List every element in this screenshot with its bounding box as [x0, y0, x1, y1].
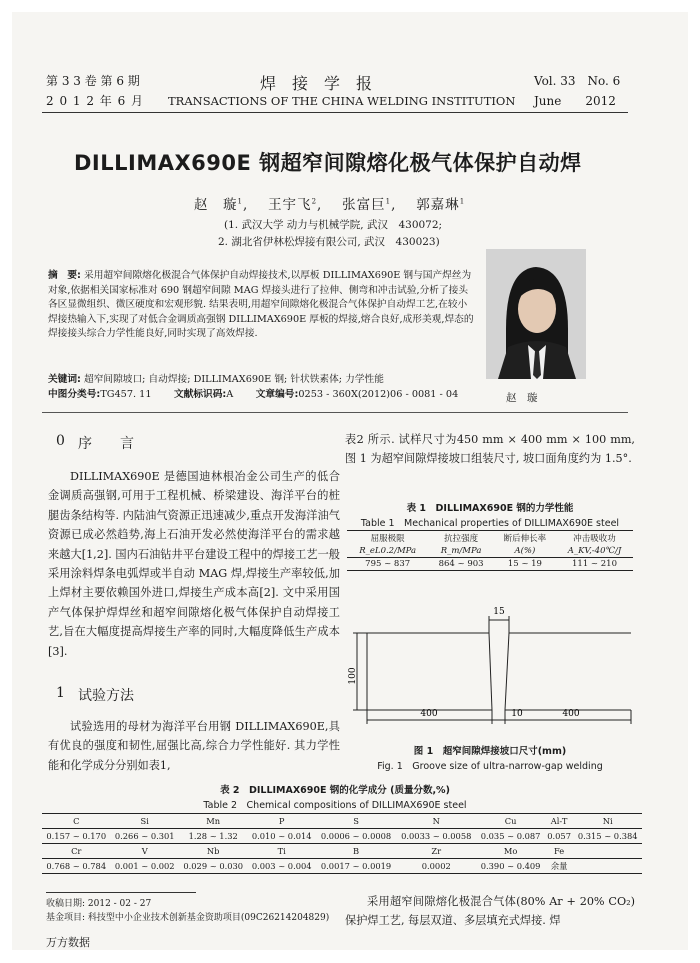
table-1: 屈服极限 抗拉强度 断后伸长率 冲击吸收功 R_eL0.2/MPa R_m/MPa A(%) A_KV,-40℃/J 795 ~ 837 864 ~ 903 15 ~ 19 111 ~ 210 — [347, 530, 633, 571]
affiliation-1: (1. 武汉大学 动力与机械学院, 武汉 430072; — [224, 219, 443, 231]
section-0-paragraph: DILLIMAX690E 是德国迪林根冶金公司生产的低合金调质高强钢,可用于工程机械、桥梁建设、海洋平台的桩腿齿条结构等. 内陆油气资源正迅速减少,重点开发海洋油气资源已成必然趋势,海上石油开发必然使海洋平台的需求越来越大[1,2]. 国内石油钻井平台建设工程中的焊接工艺一般采用涂料焊条电弧焊或半自动 MAG 焊,焊接生产率较低,加上焊材主要依赖国外进口,焊接生产成本高[2]. 文中采用国产气体保护焊焊丝和超窄间隙熔化极气体保护自动焊接工艺,旨在大幅度提高焊接生产率的同时,大幅度降低生产成本[3]. — [48, 470, 340, 658]
classification-line: 中图分类号:TG457. 11 文献标识码:A 文章编号:0253 - 360X(2012)06 - 0081 - 04 — [48, 389, 459, 400]
dim-height-label: 100 — [348, 667, 358, 685]
figure-1-caption-cn: 图 1 超窄间隙焊接坡口尺寸(mm) — [413, 746, 567, 757]
bottom-right-paragraph: 采用超窄间隙熔化极混合气体(80% Ar + 20% CO₂)保护焊工艺, 每层双道、多层填充式焊接. 焊 — [345, 895, 635, 928]
header-rule — [42, 112, 628, 113]
table-2-title-cn: 表 2 DILLIMAX690E 钢的化学成分 (质量分数,%) — [220, 785, 450, 796]
keywords-text: 超窄间隙坡口; 自动焊接; DILLIMAX690E 钢; 针状铁素体; 力学性能 — [84, 374, 384, 385]
journal-name-cn: 焊 接 学 报 — [260, 74, 373, 93]
dim-gap-label: 15 — [493, 607, 505, 617]
footnote-rule — [46, 892, 196, 893]
date-en: June 2012 — [534, 94, 616, 108]
keywords-label: 关键词: — [48, 374, 81, 385]
article-title: DILLIMAX690E 钢超窄间隙熔化极气体保护自动焊 — [74, 151, 582, 175]
footnote-received: 收稿日期: 2012 - 02 - 27 — [46, 899, 152, 909]
author-list: 赵 璇$^1$, 王宇飞$^2$, 张富巨$^1$, 郭嘉琳$^1$ — [194, 197, 466, 213]
author-2: 王宇飞 — [268, 197, 312, 213]
author-1: 赵 璇 — [194, 197, 238, 213]
section-1-title: 试验方法 — [78, 688, 134, 704]
table-1-title-cn: 表 1 DILLIMAX690E 钢的力学性能 — [406, 503, 574, 514]
section-1-paragraph: 试验选用的母材为海洋平台用钢 DILLIMAX690E,具有优良的强度和韧性,屈强比高,综合力学性能好. 其力学性能和化学成分分别如表1, — [48, 720, 340, 772]
footnote-fund: 基金项目: 科技型中小企业技术创新基金资助项目(09C26214204829) — [46, 913, 330, 923]
author-3: 张富巨 — [342, 197, 386, 213]
author-photo — [486, 249, 586, 379]
figure-1-groove-diagram — [345, 598, 635, 738]
author-4: 郭嘉琳 — [416, 197, 460, 213]
affiliation-2: 2. 湖北省伊林松焊接有限公司, 武汉 430023) — [218, 236, 440, 248]
volume-issue-cn: 第 3 3 卷 第 6 期 — [46, 74, 140, 88]
volume-issue-en: Vol. 33 No. 6 — [534, 74, 621, 88]
photo-caption: 赵 璇 — [506, 392, 538, 404]
table-row: 0.768 ~ 0.784 0.001 ~ 0.002 0.029 ~ 0.030 0.003 ~ 0.004 0.0017 ~ 0.0019 0.0002 0.390 ~ 0.409 余量 — [46, 861, 568, 871]
watermark-text: 万方数据 — [46, 936, 90, 949]
dim-right-label: 400 — [562, 709, 580, 719]
right-column-paragraph: 表2 所示. 试样尺寸为450 mm × 400 mm × 100 mm, 图 1 为超窄间隙焊接坡口组装尺寸, 坡口面角度约为 1.5°. — [345, 433, 635, 466]
figure-1-caption-en: Fig. 1 Groove size of ultra-narrow-gap welding — [377, 761, 603, 772]
keywords — [48, 373, 478, 388]
table-2-title-en: Table 2 Chemical compositions of DILLIMAX690E steel — [203, 800, 467, 811]
journal-name-en: TRANSACTIONS OF THE CHINA WELDING INSTITUTION — [168, 94, 516, 108]
abstract-text: 采用超窄间隙熔化极混合气体保护自动焊接技术,以厚板 DILLIMAX690E 钢与国产焊丝为对象,依据相关国家标准对 690 钢超窄间隙 MAG 焊接头进行了拉伸、侧弯和冲击试验,分析了接头各区显微组织、微区硬度和宏观形貌. 结果表明,用超窄间隙熔化极混合气体保护自动焊工艺,在较小焊接热输入下,实现了对低合金调质高强钢 DILLIMAX690E 厚板的焊接,熔合良好,成形美观,焊态的焊接接头综合力学性能良好,同时实现了高效焊接. — [48, 270, 474, 340]
date-cn: 2 0 1 2 年 6 月 — [46, 94, 145, 108]
abstract-label: 摘 要: — [48, 270, 81, 281]
table-2: C Si Mn P S N Cu Al-T Ni 0.157 ~ 0.170 0.266 ~ 0.301 1.28 ~ 1.32 0.010 ~ 0.014 0.0006 ~ 0.0008 0.0033 ~ 0.0058 0.035 ~ 0.087 0.057 0.315 ~ 0.384 Cr V Nb Ti B Zr Mo Fe 0.768 ~ 0.784 0.001 ~ 0.002 0.029 ~ 0.030 0.003 ~ 0.004 0.0017 ~ 0.0019 0.0002 0.390 ~ 0.409 余量 — [42, 813, 642, 874]
section-1-number: 1 — [56, 685, 65, 701]
section-0-number: 0 — [56, 433, 65, 449]
abstract-rule — [42, 412, 628, 413]
abstract — [48, 269, 476, 342]
table-row: 795 ~ 837 864 ~ 903 15 ~ 19 111 ~ 210 — [365, 559, 617, 569]
dim-mid-label: 10 — [511, 709, 523, 719]
journal-page — [12, 12, 688, 950]
section-0-title: 序 言 — [78, 436, 134, 452]
table-row: 0.157 ~ 0.170 0.266 ~ 0.301 1.28 ~ 1.32 0.010 ~ 0.014 0.0006 ~ 0.0008 0.0033 ~ 0.0058 0.035 ~ 0.087 0.057 0.315 ~ 0.384 — [42, 829, 642, 844]
dim-left-label: 400 — [420, 709, 438, 719]
table-1-title-en: Table 1 Mechanical properties of DILLIMAX690E steel — [360, 518, 620, 529]
